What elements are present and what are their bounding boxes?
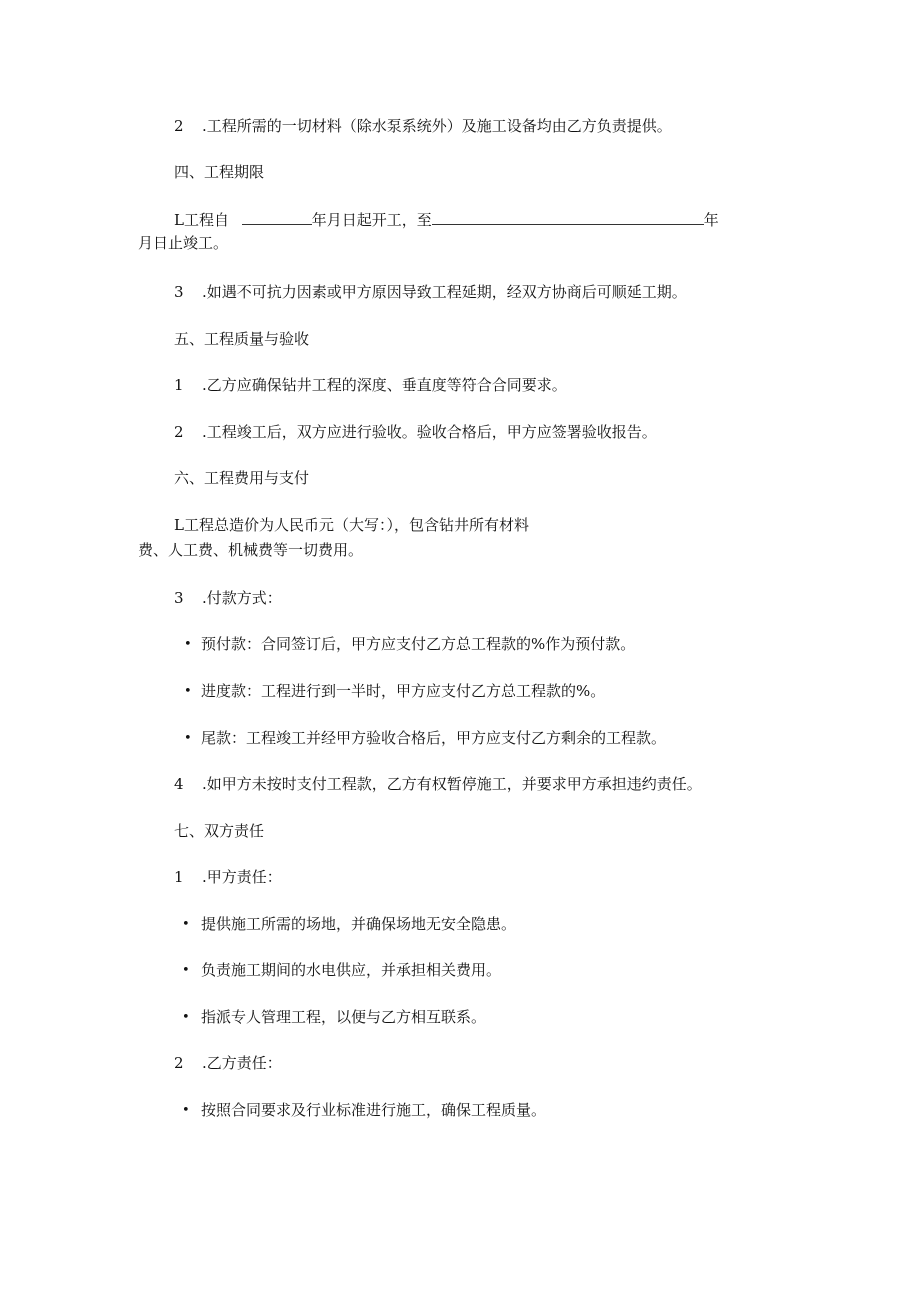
clause-party-b [174, 1053, 282, 1073]
bullet: • [182, 963, 190, 978]
clause-number: 1 [174, 376, 184, 394]
clause-number: 1 [174, 868, 184, 886]
clause-period-end: 月日止竣工。 [138, 234, 229, 252]
clause-materials [174, 116, 672, 136]
clause-number: 2 [174, 1054, 184, 1072]
section-heading-quality: 五、工程质量与验收 [174, 330, 310, 348]
clause-number: 3 [174, 589, 184, 607]
clause-party-a [174, 867, 282, 887]
payment-item-progress: 进度款：工程进行到一半时，甲方应支付乙方总工程款的%。 [201, 682, 606, 700]
period-text-c: 年 [703, 211, 719, 229]
bullet: • [184, 684, 192, 699]
end-date-blank [432, 209, 704, 225]
payment-item-advance: 预付款：合同签订后，甲方应支付乙方总工程款的%作为预付款。 [201, 635, 636, 653]
party-a-item-utilities: 负责施工期间的水电供应，并承担相关费用。 [201, 961, 502, 979]
clause-text: .工程竣工后，双方应进行验收。验收合格后，甲方应签署验收报告。 [202, 423, 657, 441]
clause-late-payment [174, 774, 702, 794]
start-date-blank [242, 209, 312, 225]
bullet: • [182, 917, 190, 932]
clause-payment-method [174, 588, 282, 608]
period-text-b: 年月日起开工，至 [311, 211, 432, 229]
bullet: • [184, 637, 192, 652]
section-heading-period: 四、工程期限 [174, 163, 265, 181]
clause-delay [174, 282, 687, 302]
clause-text: .工程所需的一切材料（除水泵系统外）及施工设备均由乙方负责提供。 [202, 117, 672, 135]
clause-text: .乙方责任： [202, 1054, 282, 1072]
party-b-item-quality: 按照合同要求及行业标准进行施工，确保工程质量。 [201, 1101, 547, 1119]
clause-text: .甲方责任： [202, 868, 282, 886]
clause-text: .如甲方未按时支付工程款，乙方有权暂停施工，并要求甲方承担违约责任。 [202, 775, 702, 793]
bullet: • [182, 1103, 190, 1118]
party-a-item-site: 提供施工所需的场地，并确保场地无安全隐患。 [201, 915, 517, 933]
section-heading-responsibilities: 七、双方责任 [174, 822, 265, 840]
clause-quality-1 [174, 375, 567, 395]
clause-period-start [174, 209, 719, 230]
clause-text: .如遇不可抗力因素或甲方原因导致工程延期，经双方协商后可顺延工期。 [202, 283, 687, 301]
clause-total-price: L工程总造价为人民币元（大写：），包含钻井所有材料 [174, 516, 529, 534]
clause-number: 2 [174, 423, 184, 441]
bullet: • [182, 1010, 190, 1025]
payment-item-final: 尾款：工程竣工并经甲方验收合格后，甲方应支付乙方剩余的工程款。 [201, 729, 667, 747]
clause-number: 4 [174, 775, 184, 793]
clause-quality-2 [174, 422, 657, 442]
period-text-a: L工程自 [174, 211, 229, 229]
clause-number: 3 [174, 283, 184, 301]
bullet: • [184, 731, 192, 746]
section-heading-fees: 六、工程费用与支付 [174, 469, 310, 487]
clause-text: .付款方式： [202, 589, 282, 607]
party-a-item-manager: 指派专人管理工程，以便与乙方相互联系。 [201, 1008, 487, 1026]
clause-number: 2 [174, 117, 184, 135]
clause-text: .乙方应确保钻井工程的深度、垂直度等符合合同要求。 [202, 376, 567, 394]
clause-total-price-cont: 费、人工费、机械费等一切费用。 [138, 541, 364, 559]
